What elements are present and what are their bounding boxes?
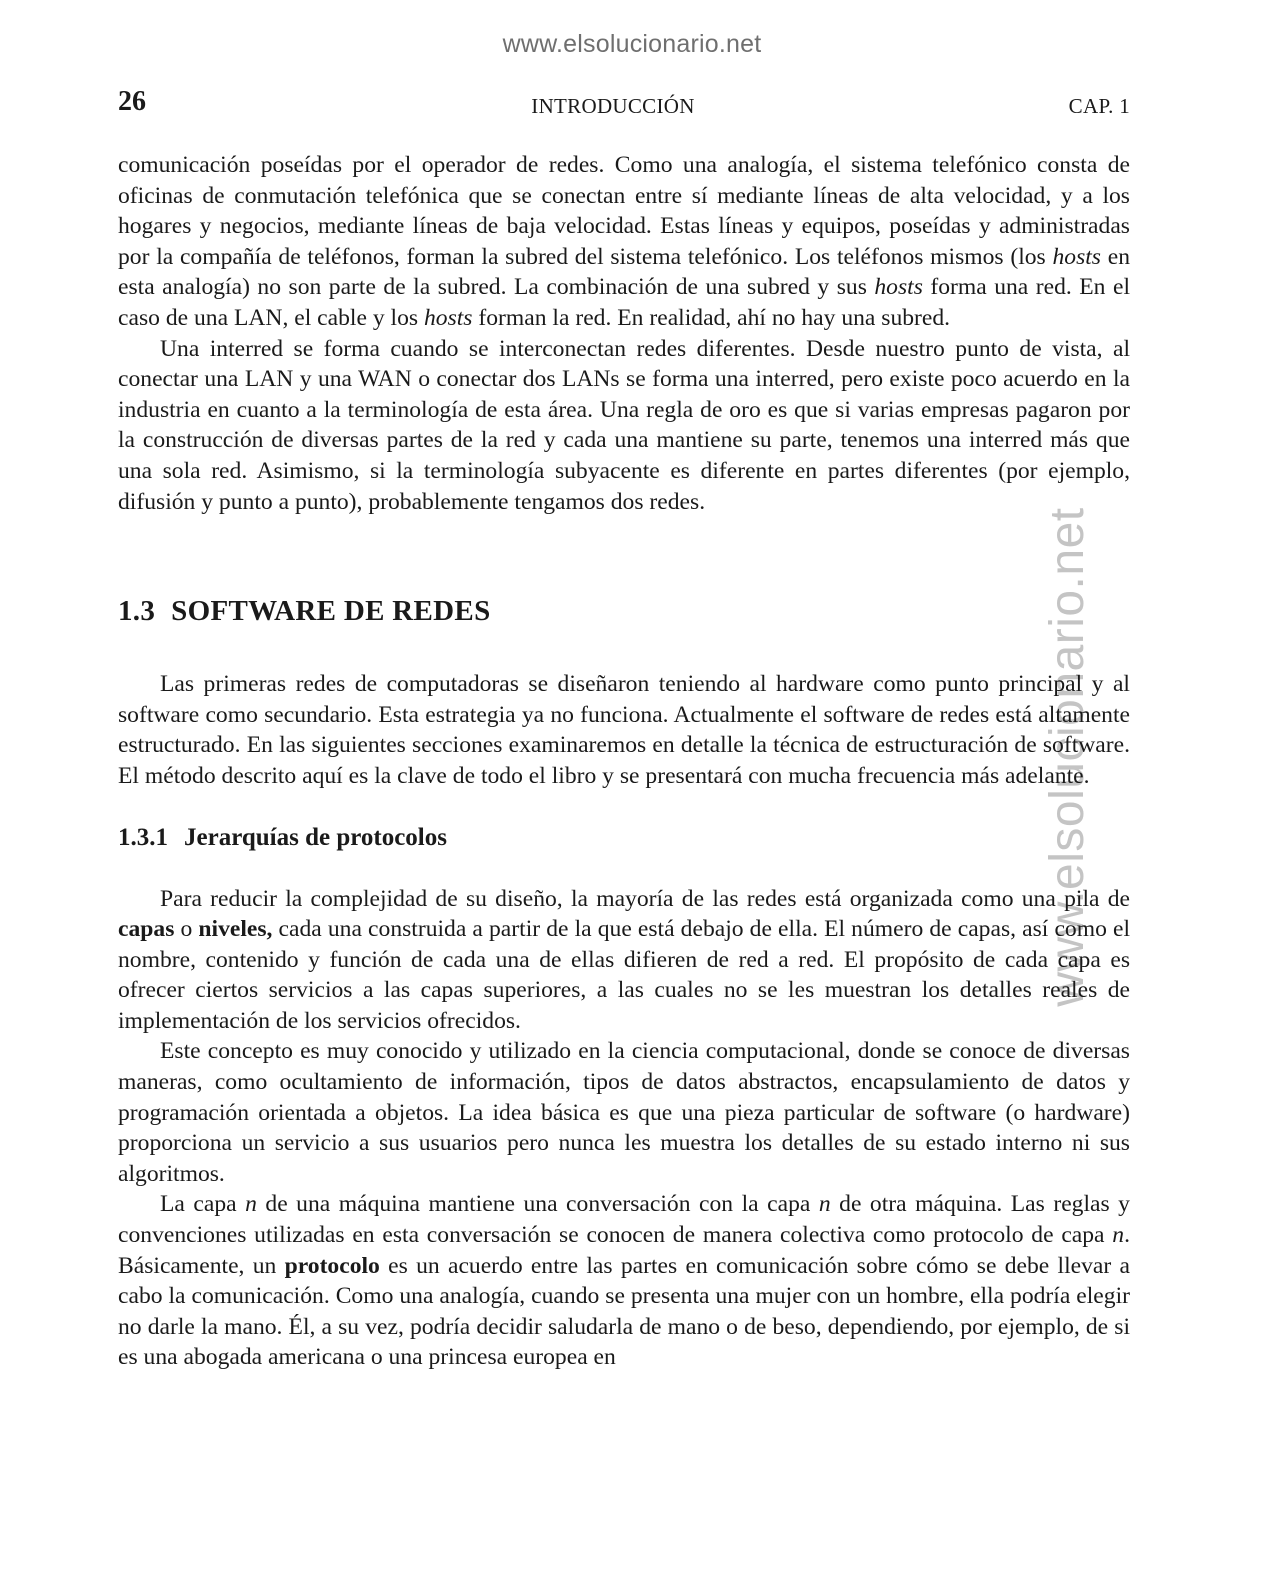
text-run: La capa	[160, 1191, 246, 1218]
text-run: comunicación poseídas por el operador de redes. Como una analogía, el sistema telefónico consta de oficinas de conmutación telefónica que se conectan entre sí mediante líneas de alta velocidad, y a los hogares y negocios, mediante líneas de baja velocidad. Estas líneas y equipos, poseídas y administradas por la compañía de teléfonos, forman la subred del sistema telefónico. Los teléfonos mismos (los	[118, 152, 1130, 270]
chapter-label: CAP. 1	[1068, 94, 1130, 118]
paragraph-interred: Una interred se forma cuando se interconectan redes diferentes. Desde nuestro punto de vista, al conectar una LAN y una WAN o conectar dos LANs se forma una interred, pero existe poco acuerdo en la industria en cuanto a la terminología de esta área. Una regla de oro es que si varias empresas pagaron por la construcción de diversas partes de la red y cada una mantiene su parte, tenemos una interred más que una sola red. Asimismo, si la terminología subyacente es diferente en partes diferentes (por ejemplo, difusión y punto a punto), probablemente tengamos dos redes.	[118, 335, 1130, 515]
watermark-top: www.elsolucionario.net	[502, 30, 762, 58]
paragraph-protocol	[118, 1189, 1130, 1373]
chapter-title: INTRODUCCIÓN	[531, 94, 695, 118]
section-title: SOFTWARE DE REDES	[171, 595, 491, 628]
text-run: de una máquina mantiene una conversación con la capa	[256, 1191, 819, 1218]
text-run: forman la red. En realidad, ahí no hay una subred.	[472, 304, 951, 331]
text-run: o	[174, 916, 199, 943]
italic-term: n	[818, 1191, 831, 1218]
italic-term: hosts	[423, 304, 473, 331]
text-run: . Básicamente, un	[118, 1222, 1130, 1279]
text-run: de otra máquina. Las reglas y convenciones utilizadas en esta conversación se conocen de manera colectiva como protocolo de capa	[118, 1191, 1130, 1249]
bold-term: capas	[118, 916, 175, 943]
paragraph-subnet-analogy	[118, 150, 1130, 334]
paragraph-layers	[118, 884, 1130, 1037]
text-run: forma una red. En el caso de una LAN, el cable y los	[118, 274, 1131, 331]
subsection-number: 1.3.1	[118, 823, 168, 851]
subsection-title: Jerarquías de protocolos	[184, 823, 447, 851]
page-number: 26	[118, 86, 146, 117]
section-number: 1.3	[118, 595, 156, 628]
text-run: cada una construida a partir de la que está debajo de ella. El número de capas, así como el nombre, contenido y función de cada una de ellas difieren de red a red. El propósito de cada capa es ofrecer ciertos servicios a las capas superiores, a las cuales no se les muestran los detalles reales de implementación de los servicios ofrecidos.	[118, 916, 1131, 1034]
italic-term: hosts	[874, 274, 923, 301]
watermark-side: www.elsolucionario.net	[1041, 507, 1094, 1007]
italic-term: hosts	[1052, 243, 1101, 270]
paragraph-encapsulation: Este concepto es muy conocido y utilizado en la ciencia computacional, donde se conoce de diversas maneras, como ocultamiento de información, tipos de datos abstractos, encapsulamiento de datos y programación orientada a objetos. La idea básica es que una pieza particular de software (o hardware) proporciona un servicio a sus usuarios pero nunca les muestra los detalles de su estado interno ni sus algoritmos.	[118, 1038, 1130, 1187]
bold-term: protocolo	[284, 1252, 380, 1279]
page-body	[118, 150, 1130, 1373]
running-head	[118, 86, 1130, 126]
text-run: Para reducir la complejidad de su diseño, la mayoría de las redes está organizada como una pila de	[160, 885, 1130, 912]
bold-term: niveles,	[198, 916, 273, 943]
text-run: es un acuerdo entre las partes en comunicación sobre cómo se debe llevar a cabo la comunicación. Como una analogía, cuando se presenta una mujer con un hombre, ella podría elegir no darle la mano. Él, a su vez, podría decidir saludarla de mano o de beso, dependiendo, por ejemplo, de si es una abogada americana o una princesa europea en	[118, 1252, 1130, 1371]
section-heading-1-3	[118, 593, 1130, 629]
italic-term: n	[1112, 1222, 1125, 1249]
text-run: en esta analogía) no son parte de la subred. La combinación de una subred y sus	[118, 243, 1130, 301]
subsection-heading-1-3-1	[118, 822, 1130, 854]
paragraph-software-intro: Las primeras redes de computadoras se diseñaron teniendo al hardware como punto principal y al software como secundario. Esta estrategia ya no funciona. Actualmente el software de redes está altamente estructurado. En las siguientes secciones examinaremos en detalle la técnica de estructuración de software. El método descrito aquí es la clave de todo el libro y se presentará con mucha frecuencia más adelante.	[118, 671, 1130, 789]
italic-term: n	[245, 1191, 257, 1218]
